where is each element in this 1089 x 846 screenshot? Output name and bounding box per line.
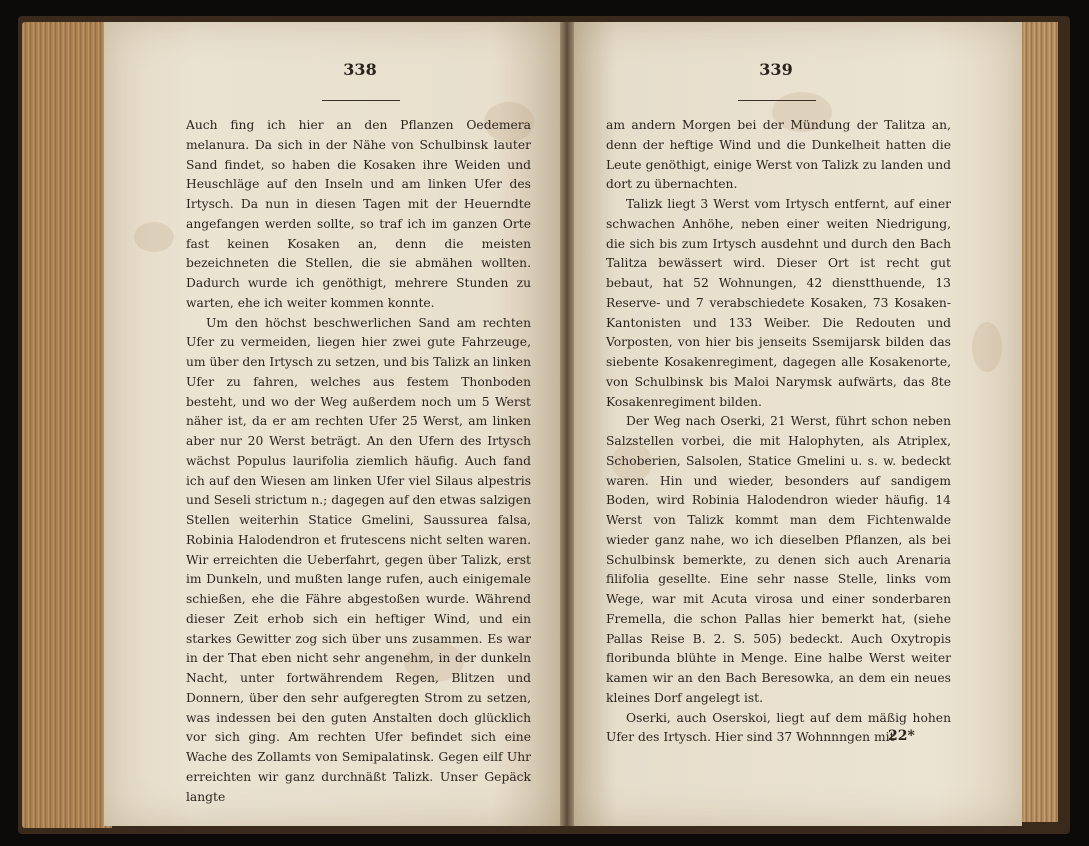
- page-edges-left: [22, 22, 112, 828]
- signature-mark: 22*: [888, 728, 915, 744]
- header-rule-left: [322, 100, 400, 101]
- paragraph: Um den höchst beschwerlichen Sand am rechten Ufer zu vermeiden, liegen hier zwei gute Fahrzeuge, um über den Irtysch zu setzen, und bis Talizk an linken Ufer zu fahren, welches aus festem Thonboden besteht, und wo der Weg außerdem noch um 5 Werst näher ist, da er am rechten Ufer 25 Werst, am linken aber nur 20 Werst beträgt. An den Ufern des Irtysch wächst Populus laurifolia ziemlich häufig. Auch fand ich auf den Wiesen am linken Ufer viel Silaus alpestris und Seseli strictum n.; dagegen auf den etwas salzigen Stellen weiterhin Statice Gmelini, Saussurea falsa, Robinia Halodendron et frutescens nicht selten waren. Wir erreichten die Ueberfahrt, gegen über Talizk, erst im Dunkeln, und mußten lange rufen, auch einigemale schießen, ehe die Fähre abgestoßen wurde. Während dieser Zeit erhob sich ein heftiger Wind, und ein starkes Gewitter zog sich über uns zusammen. Es war in der That eben nicht sehr angenehm, in der dunkeln Nacht, unter fortwährendem Regen, Blitzen und Donnern, über den sehr aufgeregten Strom zu setzen, was indessen bei den guten Anstalten doch glücklich vor sich ging. Am rechten Ufer befindet sich eine Wache des Zollamts von Semipalatinsk. Gegen eilf Uhr erreichten wir ganz durchnäßt Talizk. Unser Gepäck langte: [186, 315, 531, 804]
- paragraph: Oserki, auch Oserskoi, liegt auf dem mäßig hohen Ufer des Irtysch. Hier sind 37 Wohnnngen mit: [606, 710, 951, 745]
- page-number-right: 339: [759, 60, 793, 79]
- page-number-left: 338: [343, 60, 377, 79]
- paragraph: am andern Morgen bei der Mündung der Talitza an, denn der heftige Wind und die Dunkelheit hatten die Leute genöthigt, einige Werst von Talizk zu landen und dort zu übernachten.: [606, 118, 951, 192]
- header-rule-right: [738, 100, 816, 101]
- left-page-text: [186, 116, 531, 807]
- page-edges-right: [1018, 22, 1058, 822]
- book-gutter: [560, 22, 574, 826]
- right-page-text: [606, 116, 951, 748]
- paragraph: Talizk liegt 3 Werst vom Irtysch entfernt, auf einer schwachen Anhöhe, neben einer weiten Niedrigung, die sich bis zum Irtysch ausdehnt und durch den Bach Talitza bewässert wird. Dieser Ort ist recht gut bebaut, hat 52 Wohnungen, 42 dienstthuende, 13 Reserve- und 7 verabschiedete Kosaken, 73 Kosaken-Kantonisten und 133 Weiber. Die Redouten und Vorposten, von hier bis jenseits Ssemijarsk bilden das siebente Kosakenregiment, dagegen alle Kosakenorte, von Schulbinsk bis Maloi Narymsk aufwärts, das 8te Kosakenregiment bilden.: [606, 197, 951, 409]
- paragraph: Der Weg nach Oserki, 21 Werst, führt schon neben Salzstellen vorbei, die mit Halophyten, als Atriplex, Schoberien, Salsolen, Statice Gmelini u. s. w. bedeckt waren. Hin und wieder, besonders auf sandigem Boden, wird Robinia Halodendron wieder häufig. 14 Werst von Talizk kommt man dem Fichtenwalde wieder ganz nahe, wo ich dieselben Pflanzen, als bei Schulbinsk bemerkte, zu denen sich auch Arenaria filifolia gesellte. Eine sehr nasse Stelle, links vom Wege, war mit Acuta virosa und einer sonderbaren Fremella, die schon Pallas hier bemerkt hat, (siehe Pallas Reise B. 2. S. 505) bedeckt. Auch Oxytropis floribunda blühte in Menge. Eine halbe Werst weiter kamen wir an den Bach Beresowka, an dem ein neues kleines Dorf angelegt ist.: [606, 414, 951, 705]
- paragraph: Auch fing ich hier an den Pflanzen Oedemera melanura. Da sich in der Nähe von Schulbinsk lauter Sand findet, so haben die Kosaken ihre Weiden und Heuschläge auf den Inseln und am linken Ufer des Irtysch. Da nun in diesen Tagen mit der Heuerndte angefangen werden sollte, so traf ich im ganzen Orte fast keinen Kosaken an, denn die meisten bezeichneten die Stellen, die sie abmähen wollten. Dadurch wurde ich genöthigt, mehrere Stunden zu warten, ehe ich weiter kommen konnte.: [186, 118, 531, 310]
